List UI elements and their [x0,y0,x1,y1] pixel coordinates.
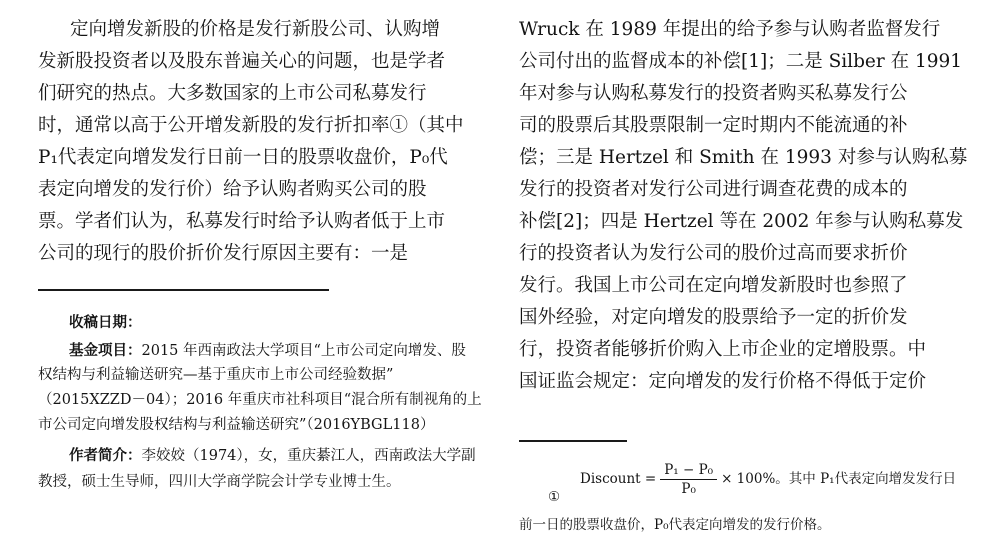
body-text-line: 发新股投资者以及股东普遍关心的问题，也是学者 [38,51,446,72]
formula-numerator: P₁ − P₀ [660,462,717,480]
received-date-label: 收稿日期： [69,315,142,331]
fund-line: 市公司定向增发股权结构与利益输送研究”（2016YBGL118） [38,417,435,433]
author-label: 作者简介： [69,448,142,464]
body-text-line: 偿；三是 Hertzel 和 Smith 在 1993 对参与认购私募 [519,147,968,168]
fund-text: 2015 年西南政法大学项目“上市公司定向增发、股 [141,343,466,359]
formula-fraction [660,462,717,497]
formula-denominator: P₀ [681,481,696,497]
body-text-line: 年对参与认购私募发行的投资者购买私募发行公 [519,83,908,104]
footnote-divider [519,440,627,442]
fund-line: 权结构与利益输送研究—基于重庆市上市公司经验数据” [38,367,394,383]
author-line: 教授，硕士生导师，四川大学商学院会计学专业博士生。 [38,474,401,490]
body-text-line: 司的股票后其股票限制一定时期内不能流通的补 [519,115,908,136]
body-text-line: 行，投资者能够折价购入上市企业的定增股票。中 [519,339,927,360]
body-text-line: 发行。我国上市公司在定向增发新股时也参照了 [519,275,908,296]
body-text-line: 发行的投资者对发行公司进行调查花费的成本的 [519,179,908,200]
notes-divider [38,289,329,291]
body-text-line: 公司的现行的股价折价发行原因主要有：一是 [38,243,409,264]
body-text-line: 表定向增发的发行价）给予认购者购买公司的股 [38,179,427,200]
body-text-line: 定向增发新股的价格是发行新股公司、认购增 [70,19,441,40]
body-text-line: 补偿[2]；四是 Hertzel 等在 2002 年参与认购私募发 [519,211,964,232]
author-line [69,444,476,468]
body-text-line: 们研究的热点。大多数国家的上市公司私募发行 [38,83,427,104]
body-text-line: 公司付出的监督成本的补偿[1]；二是 Silber 在 1991 [519,51,963,72]
footnote-formula [580,462,956,497]
footnote-marker: ① [548,489,561,505]
formula-times: × 100% [721,471,776,487]
author-text: 李姣姣（1974），女，重庆綦江人，西南政法大学副 [141,448,476,464]
fund-line: （2015XZZD－04）；2016 年重庆市社科项目“混合所有制视角的上 [38,392,482,408]
fund-line [69,339,466,363]
footnote-text: 。其中 P₁代表定向增发发行日 [775,471,957,487]
footnote-line: 前一日的股票收盘价，P₀代表定向增发的发行价格。 [519,517,831,533]
body-text-line: 国外经验，对定向增发的股票给予一定的折价发 [519,307,908,328]
body-text-line: P₁代表定向增发发行日前一日的股票收盘价，P₀代 [38,147,448,168]
body-text-line: 国证监会规定：定向增发的发行价格不得低于定价 [519,371,927,392]
body-text-line: 时，通常以高于公开增发新股的发行折扣率①（其中 [38,115,464,136]
fund-label: 基金项目： [69,343,142,359]
body-text-line: Wruck 在 1989 年提出的给予参与认购者监督发行 [519,19,941,40]
formula-label: Discount = [580,471,657,487]
body-text-line: 行的投资者认为发行公司的股价过高而要求折价 [519,243,908,264]
body-text-line: 票。学者们认为，私募发行时给予认购者低于上市 [38,211,446,232]
